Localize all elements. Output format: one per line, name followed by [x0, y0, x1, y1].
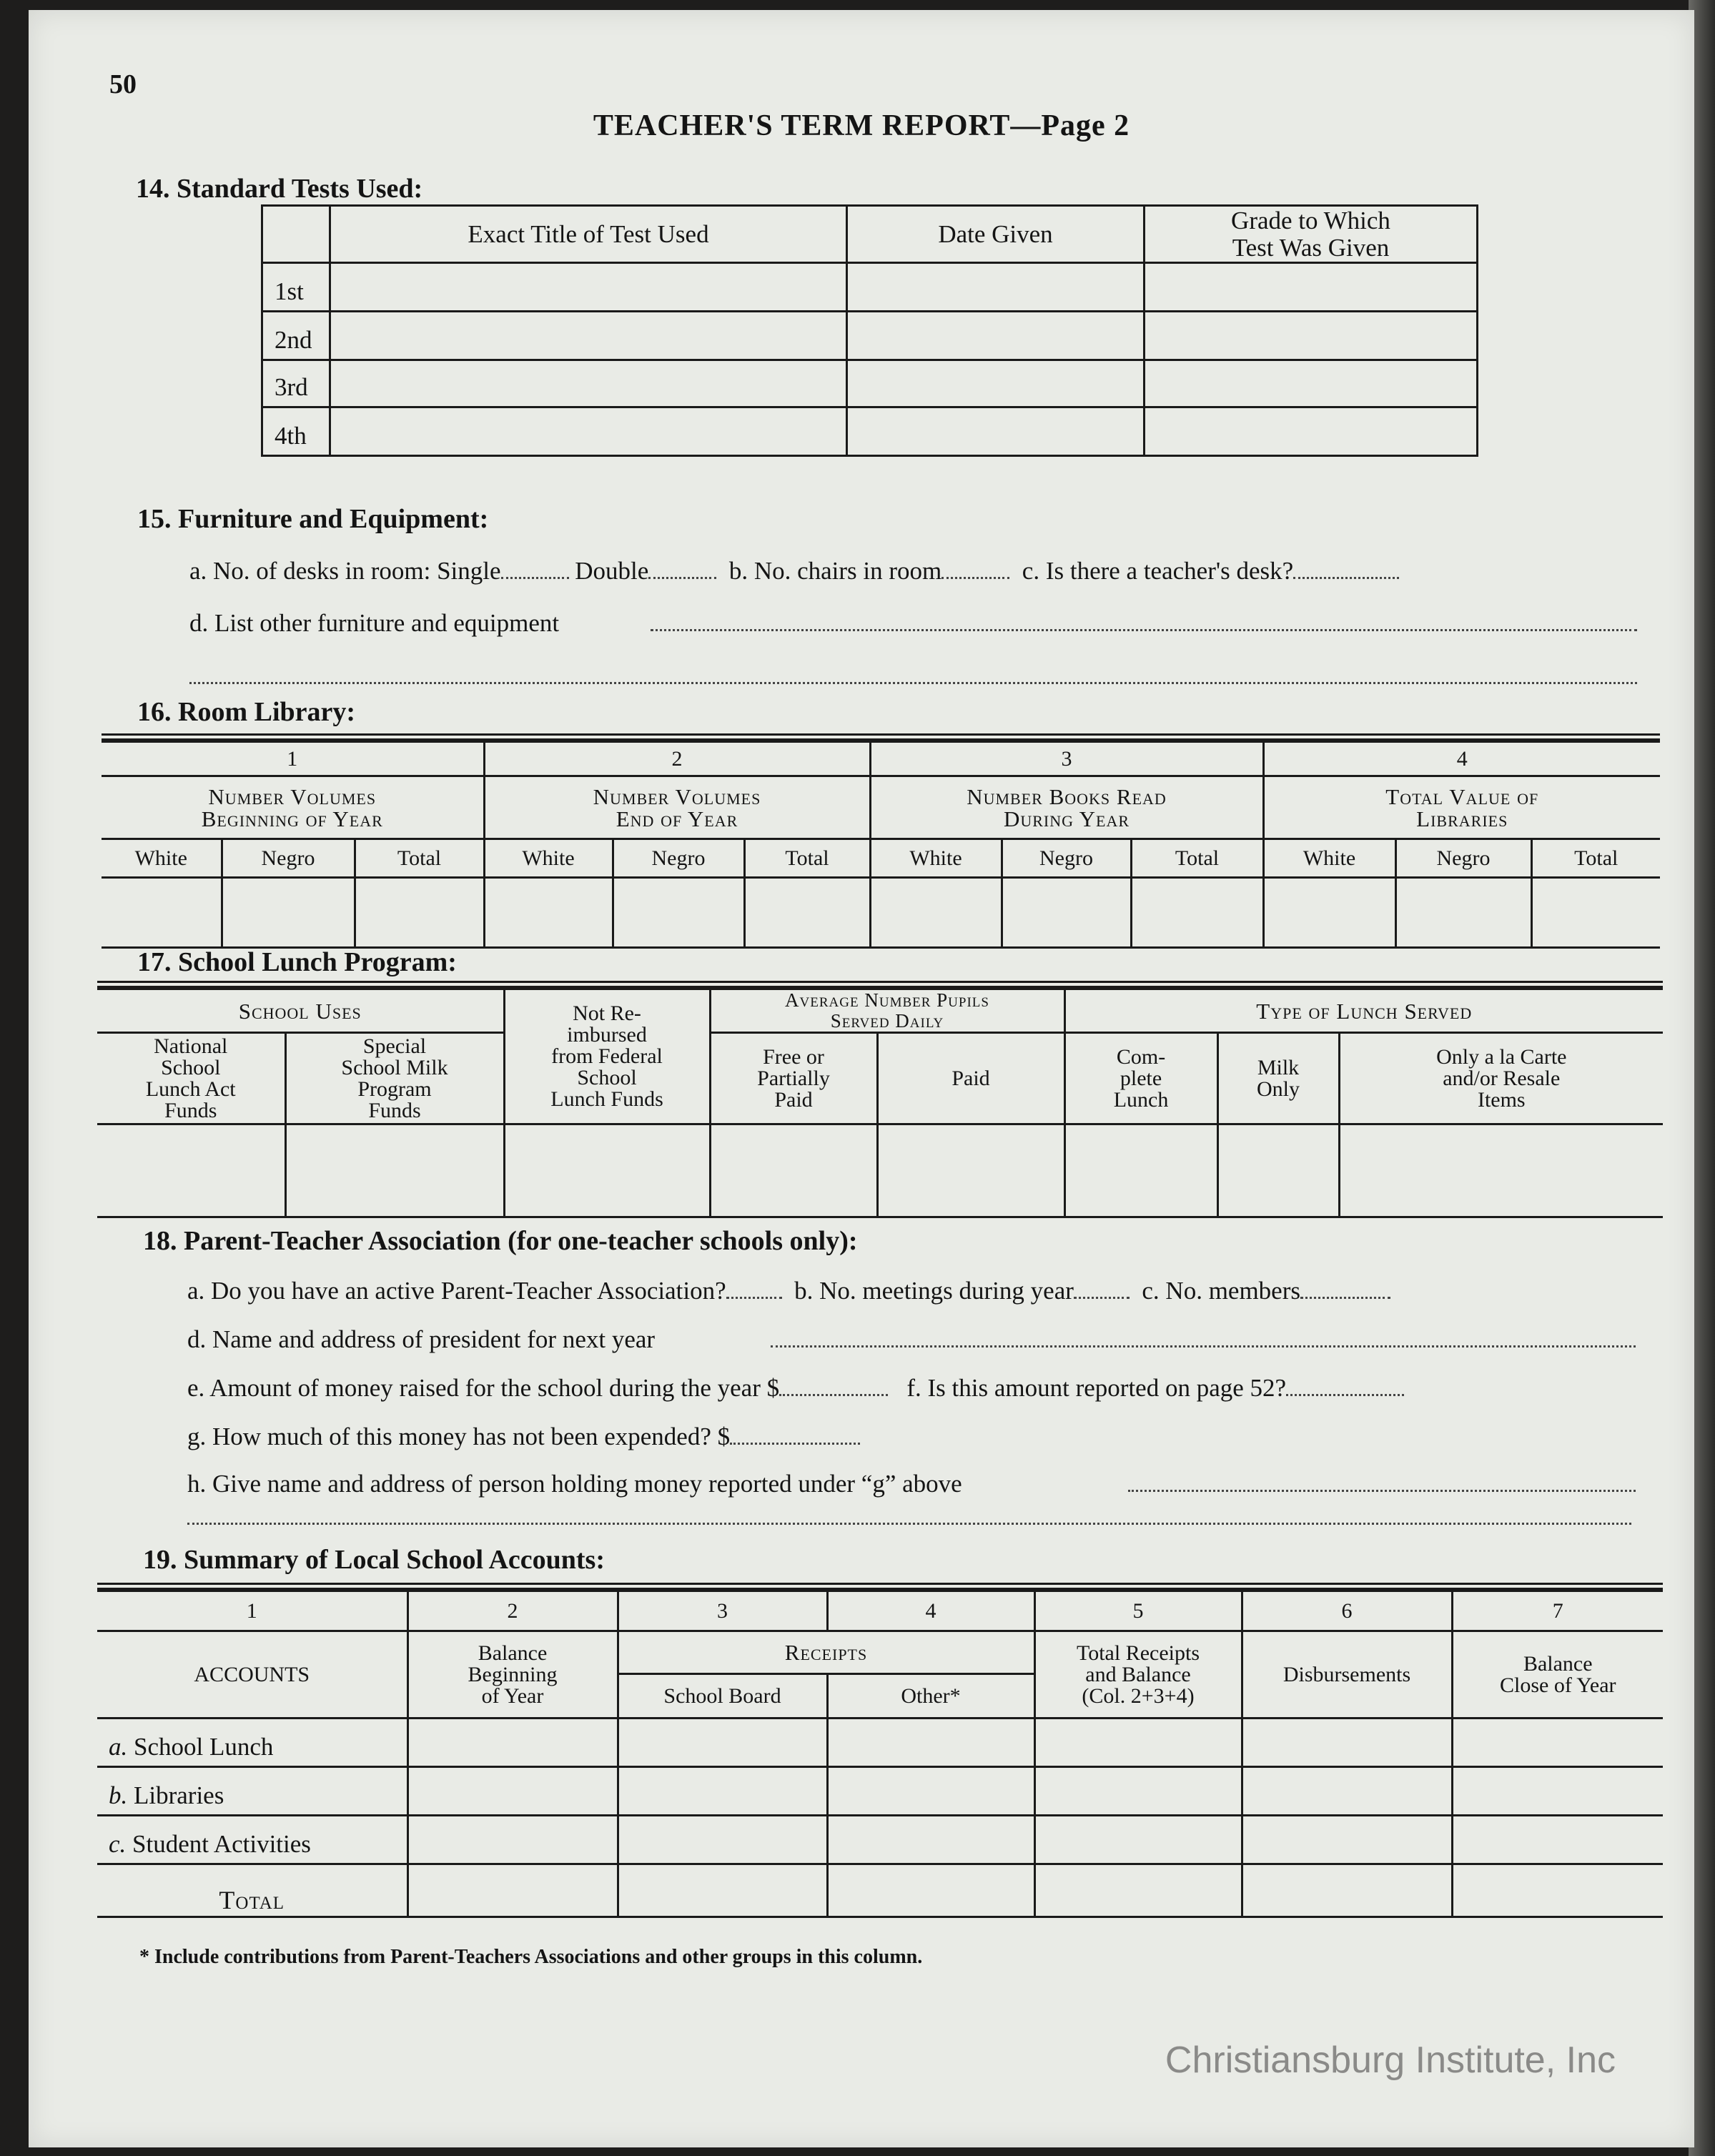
test-title-cell[interactable]	[330, 263, 847, 312]
school-board-header: School Board	[618, 1674, 827, 1719]
account-row-label	[97, 1719, 407, 1767]
header-line: Com-	[1116, 1044, 1166, 1069]
account-cell[interactable]	[827, 1719, 1034, 1767]
test-row-label: 2nd	[262, 312, 330, 360]
group-header-line2: Beginning of Year	[201, 806, 383, 831]
account-name: School Lunch	[134, 1733, 274, 1761]
pta-active-label: a. Do you have an active Parent-Teacher Association?	[187, 1277, 726, 1305]
reported-label: f. Is this amount reported on page 52?	[906, 1374, 1287, 1402]
total-cell[interactable]	[618, 1864, 827, 1917]
disbursements-header: Disbursements	[1242, 1631, 1452, 1719]
library-entry-cell[interactable]	[1131, 878, 1263, 948]
section-16-heading: 16. Room Library:	[137, 697, 356, 727]
header-date-given: Date Given	[847, 206, 1145, 263]
desks-double-field[interactable]	[648, 558, 716, 579]
header-line: Funds	[164, 1098, 217, 1122]
sub-header: Total	[355, 839, 484, 878]
col-number: 5	[1034, 1591, 1242, 1631]
sub-header: Total	[744, 839, 870, 878]
header-line: and Balance	[1085, 1662, 1191, 1686]
desks-single-label: a. No. of desks in room: Single	[189, 557, 501, 585]
header-line: Lunch Act	[145, 1077, 236, 1101]
test-title-cell[interactable]	[330, 312, 847, 360]
header-line: (Col. 2+3+4)	[1082, 1683, 1195, 1708]
header-line: Items	[1477, 1087, 1526, 1112]
library-entry-cell[interactable]	[355, 878, 484, 948]
teacher-desk-field[interactable]	[1293, 558, 1399, 579]
account-letter: b.	[109, 1781, 128, 1809]
header-line: National	[154, 1034, 228, 1058]
col-number: 3	[618, 1591, 827, 1631]
lunch-entry-cell[interactable]	[1064, 1124, 1217, 1217]
lunch-entry-cell[interactable]	[877, 1124, 1064, 1217]
chairs-field[interactable]	[941, 558, 1009, 579]
money-holder-field-2[interactable]	[187, 1523, 1631, 1525]
milk-program-header	[285, 1033, 504, 1124]
pta-members-label: c. No. members	[1142, 1277, 1300, 1305]
total-row-label: Total	[97, 1864, 407, 1917]
total-receipts-header	[1034, 1631, 1242, 1719]
header-line: Partially	[757, 1066, 830, 1090]
account-cell[interactable]	[407, 1767, 618, 1816]
nsla-header	[97, 1033, 285, 1124]
other-header: Other*	[827, 1674, 1034, 1719]
group-header	[1263, 776, 1660, 839]
test-grade-cell[interactable]	[1145, 407, 1478, 456]
reported-field[interactable]	[1286, 1375, 1404, 1396]
pta-president-label: d. Name and address of president for next year	[187, 1325, 656, 1353]
standard-tests-table	[261, 204, 1478, 457]
group-header	[102, 776, 484, 839]
test-grade-cell[interactable]	[1145, 312, 1478, 360]
page-title: TEACHER'S TERM REPORT—Page 2	[593, 109, 1130, 142]
lunch-entry-cell[interactable]	[285, 1124, 504, 1217]
library-entry-cell[interactable]	[1531, 878, 1660, 948]
col-number: 7	[1452, 1591, 1663, 1631]
pta-meetings-label: b. No. meetings during year	[794, 1277, 1074, 1305]
group-header-line2: End of Year	[616, 806, 738, 831]
group-header-line1: Number Volumes	[208, 783, 377, 809]
account-cell[interactable]	[1242, 1767, 1452, 1816]
not-expended-label: g. How much of this money has not been expended? $	[187, 1423, 731, 1450]
col-number: 2	[484, 742, 870, 776]
sub-header: White	[1263, 839, 1395, 878]
test-date-cell[interactable]	[847, 263, 1145, 312]
library-entry-cell[interactable]	[1395, 878, 1531, 948]
header-line: Funds	[368, 1098, 421, 1122]
lunch-entry-cell[interactable]	[1217, 1124, 1339, 1217]
account-name: Libraries	[134, 1781, 224, 1809]
header-line: and/or Resale	[1443, 1066, 1561, 1090]
sub-header: White	[870, 839, 1002, 878]
test-grade-cell[interactable]	[1145, 263, 1478, 312]
header-line: Served Daily	[830, 1010, 944, 1032]
account-cell[interactable]	[407, 1816, 618, 1864]
sub-header: White	[102, 839, 222, 878]
header-line: Not Re-	[573, 1002, 641, 1025]
account-cell[interactable]	[407, 1719, 618, 1767]
header-line: Program	[357, 1077, 432, 1101]
account-cell[interactable]	[1452, 1719, 1663, 1767]
col-number: 6	[1242, 1591, 1452, 1631]
corner-cell	[262, 206, 330, 263]
total-cell[interactable]	[407, 1864, 618, 1917]
account-letter: a.	[109, 1733, 128, 1761]
lunch-entry-cell[interactable]	[1339, 1124, 1663, 1217]
section-18-heading: 18. Parent-Teacher Association (for one-teacher schools only):	[143, 1226, 858, 1256]
header-line: Close of Year	[1500, 1673, 1616, 1697]
double-rule	[97, 981, 1663, 988]
total-cell[interactable]	[1034, 1864, 1242, 1917]
group-header-line2: During Year	[1003, 806, 1130, 831]
test-date-cell[interactable]	[847, 407, 1145, 456]
group-header	[484, 776, 870, 839]
carte-header	[1339, 1033, 1663, 1124]
milk-only-header	[1217, 1033, 1339, 1124]
col-number: 3	[870, 742, 1263, 776]
desks-double-label: Double	[575, 557, 649, 585]
header-grade-line2: Test Was Given	[1232, 233, 1390, 262]
library-entry-cell[interactable]	[744, 878, 870, 948]
header-line: Paid	[774, 1087, 813, 1112]
header-line: Average Number Pupils	[785, 989, 989, 1011]
section-19-heading: 19. Summary of Local School Accounts:	[143, 1545, 605, 1575]
test-row-label: 1st	[262, 263, 330, 312]
group-header-line1: Number Books Read	[967, 783, 1167, 809]
library-entry-cell[interactable]	[484, 878, 613, 948]
test-grade-cell[interactable]	[1145, 360, 1478, 407]
account-cell[interactable]	[1034, 1816, 1242, 1864]
document-page	[29, 10, 1694, 2147]
header-line: Balance	[478, 1641, 548, 1665]
receipts-header: Receipts	[618, 1631, 1034, 1674]
header-line: Special	[362, 1034, 427, 1058]
library-entry-cell[interactable]	[1002, 878, 1131, 948]
paid-header: Paid	[877, 1033, 1064, 1124]
header-grade-line1: Grade to Which	[1231, 206, 1390, 234]
money-holder-field[interactable]	[1128, 1490, 1636, 1492]
header-line: Only	[1257, 1077, 1300, 1101]
account-cell[interactable]	[1242, 1719, 1452, 1767]
room-library-table	[102, 741, 1660, 949]
watermark: Christiansburg Institute, Inc	[1165, 2039, 1616, 2081]
balance-close-header	[1452, 1631, 1663, 1719]
header-line: plete	[1120, 1066, 1162, 1090]
free-header	[710, 1033, 877, 1124]
col-number: 2	[407, 1591, 618, 1631]
header-line: imbursed	[567, 1023, 647, 1047]
account-cell[interactable]	[1452, 1767, 1663, 1816]
pta-members-field[interactable]	[1300, 1278, 1390, 1299]
sub-header: Negro	[222, 839, 355, 878]
school-lunch-table	[97, 988, 1663, 1218]
complete-lunch-header	[1064, 1033, 1217, 1124]
section-17-heading: 17. School Lunch Program:	[137, 947, 457, 977]
money-raised-field[interactable]	[779, 1375, 888, 1396]
header-line: School	[577, 1066, 637, 1089]
account-cell[interactable]	[618, 1816, 827, 1864]
group-header-line2: Libraries	[1416, 806, 1508, 831]
sub-header: Negro	[1002, 839, 1131, 878]
group-header	[870, 776, 1263, 839]
desks-line	[189, 557, 1399, 585]
header-line: from Federal	[551, 1044, 663, 1068]
sub-header: White	[484, 839, 613, 878]
pta-line-e	[187, 1374, 1404, 1403]
pta-active-field[interactable]	[726, 1278, 782, 1299]
lunch-type-header: Type of Lunch Served	[1064, 989, 1663, 1033]
lunch-entry-cell[interactable]	[97, 1124, 285, 1217]
account-cell[interactable]	[1034, 1767, 1242, 1816]
account-letter: c.	[109, 1830, 127, 1858]
lunch-entry-cell[interactable]	[504, 1124, 710, 1217]
library-entry-cell[interactable]	[613, 878, 744, 948]
sub-header: Negro	[1395, 839, 1531, 878]
footnote: * Include contributions from Parent-Teachers Associations and other groups in this column.	[139, 1946, 923, 1968]
header-test-title: Exact Title of Test Used	[330, 206, 847, 263]
header-line: Lunch	[1113, 1087, 1169, 1112]
not-reimbursed-header	[504, 989, 710, 1124]
section-14-heading: 14. Standard Tests Used:	[136, 174, 423, 204]
header-line: Total Receipts	[1076, 1641, 1200, 1665]
money-raised-label: e. Amount of money raised for the school during the year $	[187, 1374, 780, 1402]
account-cell[interactable]	[827, 1767, 1034, 1816]
test-row-label: 4th	[262, 407, 330, 456]
header-line: School Milk	[341, 1055, 448, 1079]
test-row-label: 3rd	[262, 360, 330, 407]
col-number: 4	[1263, 742, 1660, 776]
header-line: Balance	[1523, 1651, 1593, 1676]
pta-meetings-field[interactable]	[1074, 1278, 1130, 1299]
header-line: Free or	[763, 1044, 824, 1069]
account-cell[interactable]	[618, 1719, 827, 1767]
test-date-cell[interactable]	[847, 312, 1145, 360]
account-name: Student Activities	[132, 1830, 311, 1858]
sub-header: Total	[1131, 839, 1263, 878]
header-line: Beginning	[468, 1662, 558, 1686]
balance-begin-header	[407, 1631, 618, 1719]
test-title-cell[interactable]	[330, 407, 847, 456]
header-line: Lunch Funds	[550, 1087, 663, 1111]
total-cell[interactable]	[1452, 1864, 1663, 1917]
lunch-entry-cell[interactable]	[710, 1124, 877, 1217]
col-number: 1	[97, 1591, 407, 1631]
chairs-label: b. No. chairs in room	[728, 557, 942, 585]
total-cell[interactable]	[827, 1864, 1034, 1917]
account-row-label	[97, 1816, 407, 1864]
library-entry-cell[interactable]	[102, 878, 222, 948]
library-entry-cell[interactable]	[222, 878, 355, 948]
col-number: 4	[827, 1591, 1034, 1631]
teacher-desk-label: c. Is there a teacher's desk?	[1022, 557, 1294, 585]
page-number: 50	[109, 69, 137, 99]
account-cell[interactable]	[1452, 1816, 1663, 1864]
not-expended-field[interactable]	[730, 1424, 860, 1445]
library-entry-cell[interactable]	[870, 878, 1002, 948]
money-holder-label: h. Give name and address of person holding money reported under “g” above	[187, 1470, 962, 1498]
group-header-line1: Number Volumes	[593, 783, 761, 809]
library-entry-cell[interactable]	[1263, 878, 1395, 948]
pta-president-field[interactable]	[771, 1345, 1636, 1348]
account-cell[interactable]	[827, 1816, 1034, 1864]
header-line: School	[161, 1055, 221, 1079]
sub-header: Total	[1531, 839, 1660, 878]
account-cell[interactable]	[1034, 1719, 1242, 1767]
header-grade	[1145, 206, 1478, 263]
section-15-heading: 15. Furniture and Equipment:	[137, 504, 489, 534]
double-rule	[102, 733, 1660, 741]
pta-line-g	[187, 1423, 860, 1451]
pta-line-a	[187, 1277, 1390, 1305]
other-furniture-field[interactable]	[651, 629, 1637, 631]
average-pupils-header	[710, 989, 1064, 1033]
test-date-cell[interactable]	[847, 360, 1145, 407]
accounts-table	[97, 1590, 1663, 1918]
header-line: Milk	[1257, 1055, 1300, 1079]
account-cell[interactable]	[1242, 1816, 1452, 1864]
double-rule	[97, 1583, 1663, 1590]
group-header-line1: Total Value of	[1385, 783, 1539, 809]
account-row-label	[97, 1767, 407, 1816]
accounts-header: ACCOUNTS	[97, 1631, 407, 1719]
other-furniture-field-2[interactable]	[189, 682, 1637, 684]
header-line: of Year	[481, 1683, 544, 1708]
col-number: 1	[102, 742, 484, 776]
total-cell[interactable]	[1242, 1864, 1452, 1917]
school-uses-header: School Uses	[97, 989, 504, 1033]
test-title-cell[interactable]	[330, 360, 847, 407]
header-line: Only a la Carte	[1436, 1044, 1567, 1069]
desks-single-field[interactable]	[501, 558, 569, 579]
sub-header: Negro	[613, 839, 744, 878]
account-cell[interactable]	[618, 1767, 827, 1816]
other-furniture-label: d. List other furniture and equipment	[189, 609, 560, 637]
